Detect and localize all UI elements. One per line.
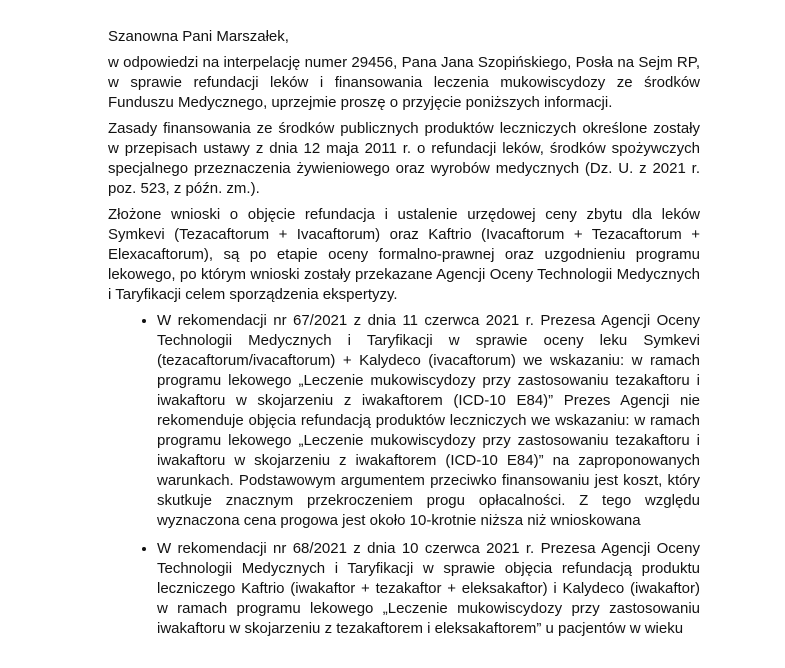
paragraph-intro: w odpowiedzi na interpelację numer 29456, Pana Jana Szopińskiego, Posła na Sejm RP, w sprawie refundacji leków i finansowania leczenia mukowiscydozy ze środków Funduszu Medycznego, uprzejmie proszę o przyjęcie poniższych informacji. <box>108 54 700 111</box>
list-item-recommendation-67-2021: • W rekomendacji nr 67/2021 z dnia 11 czerwca 2021 r. Prezesa Agencji Oceny Technologii Medycznych i Taryfikacji w sprawie oceny leku Symkevi (tezacaftorum/ivacaftorum) + Kalydeco (ivacaftorum) we wskazaniu: w ramach programu lekowego „Leczenie mukowiscydozy przy zastosowaniu tezakaftoru i iwakaftoru w skojarzeniu z iwakaftorem (ICD-10 E84)” Prezes Agencji nie rekomenduje objęcia refundacją produktów leczniczych we wskazaniu: w ramach programu lekowego „Leczenie mukowiscydozy przy zastosowaniu tezakaftoru i iwakaftoru w skojarzeniu z iwakaftorem (ICD-10 E84)” na zaproponowanych warunkach. Podstawowym argumentem przeciwko finansowaniu jest koszt, który skutkuje znacznym przekroczeniem progu opłacalności. Z tego względu wyznaczona cena progowa jest około 10-krotnie niższa niż wnioskowana <box>157 311 700 531</box>
salutation: Szanowna Pani Marszałek, <box>108 28 289 45</box>
recommendations-list <box>108 311 700 639</box>
paragraph-applications-status: Złożone wnioski o objęcie refundacja i ustalenie urzędowej ceny zbytu dla leków Symkevi (Tezacaftorum + Ivacaftorum) oraz Kaftrio (Ivacaftorum + Tezacaftorum + Elexacaftorum), są po etapie oceny formalno-prawnej oraz uzgodnieniu programu lekowego, po którym wnioski zostały przekazane Agencji Oceny Technologii Medycznych i Taryfikacji celem sporządzenia ekspertyzy. <box>108 206 700 303</box>
letter-body <box>108 27 700 647</box>
paragraph-legal-basis: Zasady finansowania ze środków publicznych produktów leczniczych określone zostały w przepisach ustawy z dnia 12 maja 2011 r. o refundacji leków, środków spożywczych specjalnego przeznaczenia żywieniowego oraz wyrobów medycznych (Dz. U. z 2021 r. poz. 523, z późn. zm.). <box>108 120 700 197</box>
list-item-recommendation-68-2021: • W rekomendacji nr 68/2021 z dnia 10 czerwca 2021 r. Prezesa Agencji Oceny Technologii Medycznych i Taryfikacji w sprawie objęcia refundacją produktu leczniczego Kaftrio (iwakaftor + tezakaftor + eleksakaftor) i Kalydeco (iwakaftor) w ramach programu lekowego „Leczenie mukowiscydozy przy zastosowaniu iwakaftoru w skojarzeniu z tezakaftorem i eleksakaftorem” u pacjentów w wieku <box>157 539 700 639</box>
